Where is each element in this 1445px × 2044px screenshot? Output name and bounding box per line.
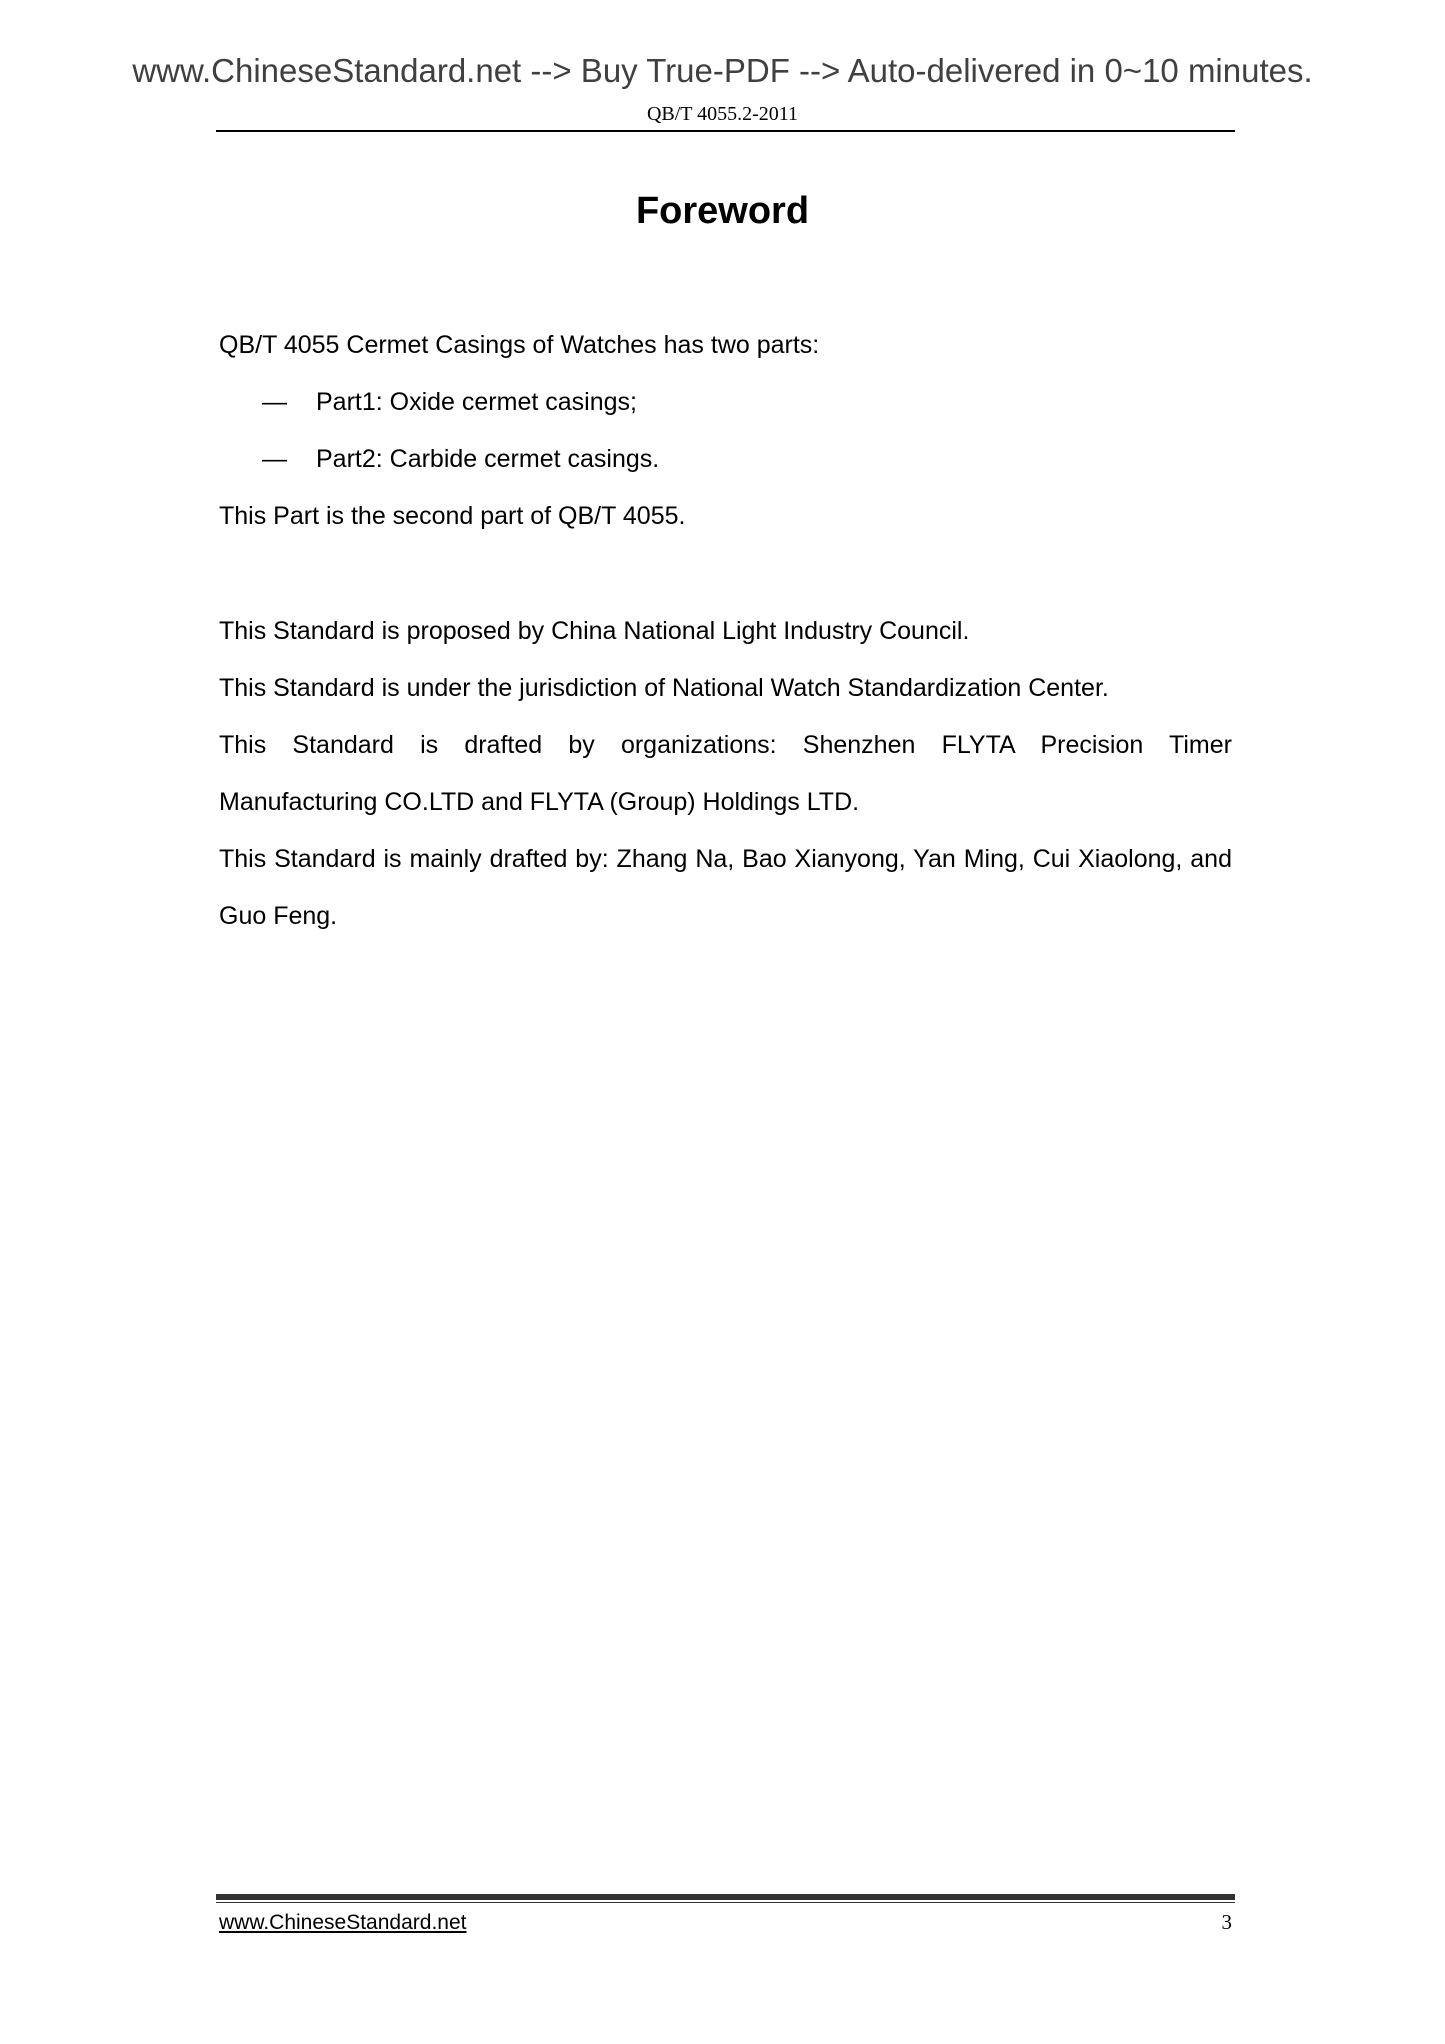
intro-paragraph: QB/T 4055 Cermet Casings of Watches has two parts:	[219, 331, 820, 359]
part-statement: This Part is the second part of QB/T 4055.	[219, 502, 686, 530]
drafting-organizations-line-2: Manufacturing CO.LTD and FLYTA (Group) Holdings LTD.	[219, 788, 860, 816]
footer-divider-thin	[216, 1902, 1235, 1903]
drafters-line-1: This Standard is mainly drafted by: Zhang Na, Bao Xianyong, Yan Ming, Cui Xiaolong, and	[219, 845, 1232, 873]
header-divider	[216, 130, 1235, 132]
proposed-by-paragraph: This Standard is proposed by China National Light Industry Council.	[219, 617, 970, 645]
top-banner: www.ChineseStandard.net --> Buy True-PDF --> Auto-delivered in 0~10 minutes.	[132, 52, 1313, 89]
standard-code-header: QB/T 4055.2-2011	[646, 103, 799, 125]
page-number: 3	[1221, 1910, 1232, 1934]
list-item-text: Part2: Carbide cermet casings.	[316, 445, 660, 473]
list-dash: —	[262, 445, 287, 473]
drafting-organizations-line-1: This Standard is drafted by organizations: Shenzhen FLYTA Precision Timer	[219, 731, 1232, 759]
list-item-text: Part1: Oxide cermet casings;	[316, 388, 637, 416]
page-title: Foreword	[635, 190, 810, 232]
footer-divider-thick	[216, 1894, 1235, 1900]
list-dash: —	[262, 388, 287, 416]
footer-website-link[interactable]: www.ChineseStandard.net	[219, 1911, 467, 1934]
drafters-line-2: Guo Feng.	[219, 902, 338, 930]
jurisdiction-paragraph: This Standard is under the jurisdiction of National Watch Standardization Center.	[219, 674, 1109, 702]
